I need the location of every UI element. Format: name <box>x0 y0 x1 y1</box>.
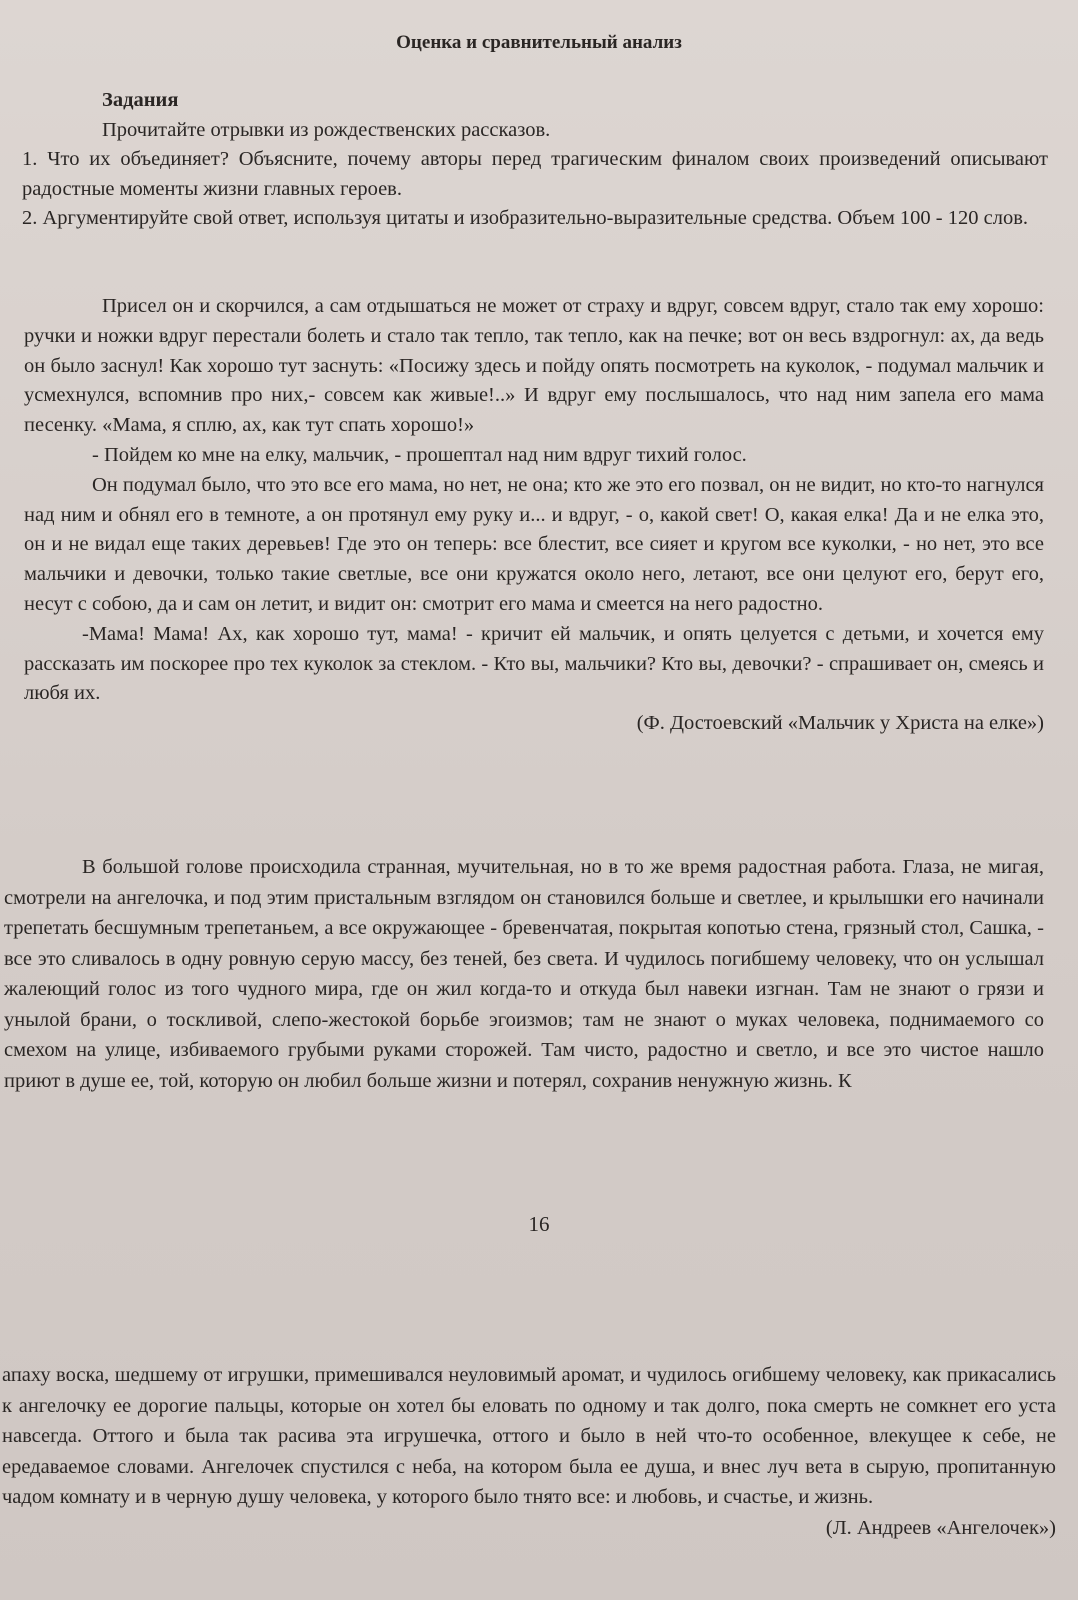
page-title: Оценка и сравнительный анализ <box>396 32 682 53</box>
andreev-excerpt-part-1 <box>4 852 1044 1096</box>
task-question-2: 2. Аргументируйте свой ответ, используя цитаты и изобразительно-выразительные средства. Объем 100 - 120 слов. <box>22 207 1029 229</box>
tasks-section <box>22 86 1048 234</box>
dostoevsky-paragraph-2: - Пойдем ко мне на елку, мальчик, - прошептал над ним вдруг тихий голос. <box>92 443 747 466</box>
andreev-paragraph-2: апаху воска, шедшему от игрушки, примешивался неуловимый аромат, и чудилось огибшему человеку, как прикасались к ангелочку ее дорогие пальцы, которые он хотел бы еловать по одному и так долго, пока смерть не сомкнет его уста навсегда. Оттого и была так расива эта игрушечка, оттого и было в ней что-то особенное, влекущее к себе, не ередаваемое словами. Ангелочек спустился с неба, на котором была ее душа, и внес луч вета в сырую, пропитанную чадом комнату и в черную душу человека, у которого было тнято все: и любовь, и счастье, и жизнь. <box>2 1364 1056 1508</box>
dostoevsky-source: (Ф. Достоевский «Мальчик у Христа на елке») <box>636 712 1044 735</box>
dostoevsky-excerpt <box>24 292 1044 739</box>
andreev-excerpt-part-2 <box>2 1360 1056 1543</box>
andreev-paragraph-1: В большой голове происходила странная, мучительная, но в то же время радостная работа. Глаза, не мигая, смотрели на ангелочка, и под этим пристальным взглядом он становился больше и светлее, и крылышки его начинали трепетать бесшумным трепетаньем, а все окружающее - бревенчатая, покрытая копотью стена, грязный стол, Сашка, - все это сливалось в одну ровную серую массу, без теней, без света. И чудилось погибшему человеку, что он услышал жалеющий голос из того чудного мира, где он жил когда-то и откуда был навеки изгнан. Там не знают о грязи и унылой брани, о тоскливой, слепо-жестокой борьбе эгоизмов; там не знают о муках человека, поднимаемого со смехом на улице, избиваемого грубыми руками сторожей. Там чисто, радостно и светло, и все это чистое нашло приют в душе ее, той, которую он любил больше жизни и потерял, сохранив ненужную жизнь. К <box>4 856 1044 1092</box>
tasks-label: Задания <box>102 89 179 111</box>
dostoevsky-paragraph-4: -Мама! Мама! Ах, как хорошо тут, мама! - кричит ей мальчик, и опять целуется с детьми, и хочется ему рассказать им поскорее про тех куколок за стеклом. - Кто вы, мальчики? Кто вы, девочки? - спрашивает он, смеясь и любя их. <box>24 622 1044 705</box>
dostoevsky-paragraph-1: Присел он и скорчился, а сам отдышаться не может от страху и вдруг, совсем вдруг, стало так ему хорошо: ручки и ножки вдруг перестали болеть и стало так тепло, так тепло, как на печке; вот он весь вздрогнул: ах, да ведь он было заснул! Как хорошо тут заснуть: «Посижу здесь и пойду опять посмотреть на куколок, - подумал мальчик и усмехнулся, вспомнив про них,- совсем как живые!..» И вдруг ему послышалось, что над ним запела его мама песенку. «Мама, я сплю, ах, как тут спать хорошо!» <box>24 295 1044 437</box>
dostoevsky-paragraph-3: Он подумал было, что это все его мама, но нет, не она; кто же это его позвал, он не видит, но кто-то нагнулся над ним и обнял его в темноте, а он протянул ему руку и... и вдруг, - о, какой свет! О, какая елка! Да и не елка это, он и не видал еще таких деревьев! Где это он теперь: все блестит, все сияет и кругом все куколки, - но нет, это все мальчики и девочки, только такие светлые, все они кружатся около него, летают, все они целуют его, берут его, несут с собою, да и сам он летит, и видит он: смотрит его мама и смеется на него радостно. <box>24 473 1044 615</box>
andreev-source: (Л. Андреев «Ангелочек») <box>825 1516 1056 1539</box>
tasks-intro: Прочитайте отрывки из рождественских рассказов. <box>102 118 551 141</box>
page-number: 16 <box>528 1212 550 1236</box>
task-question-1: 1. Что их объединяет? Объясните, почему авторы перед трагическим финалом своих произведений описывают радостные моменты жизни главных героев. <box>22 148 1048 200</box>
